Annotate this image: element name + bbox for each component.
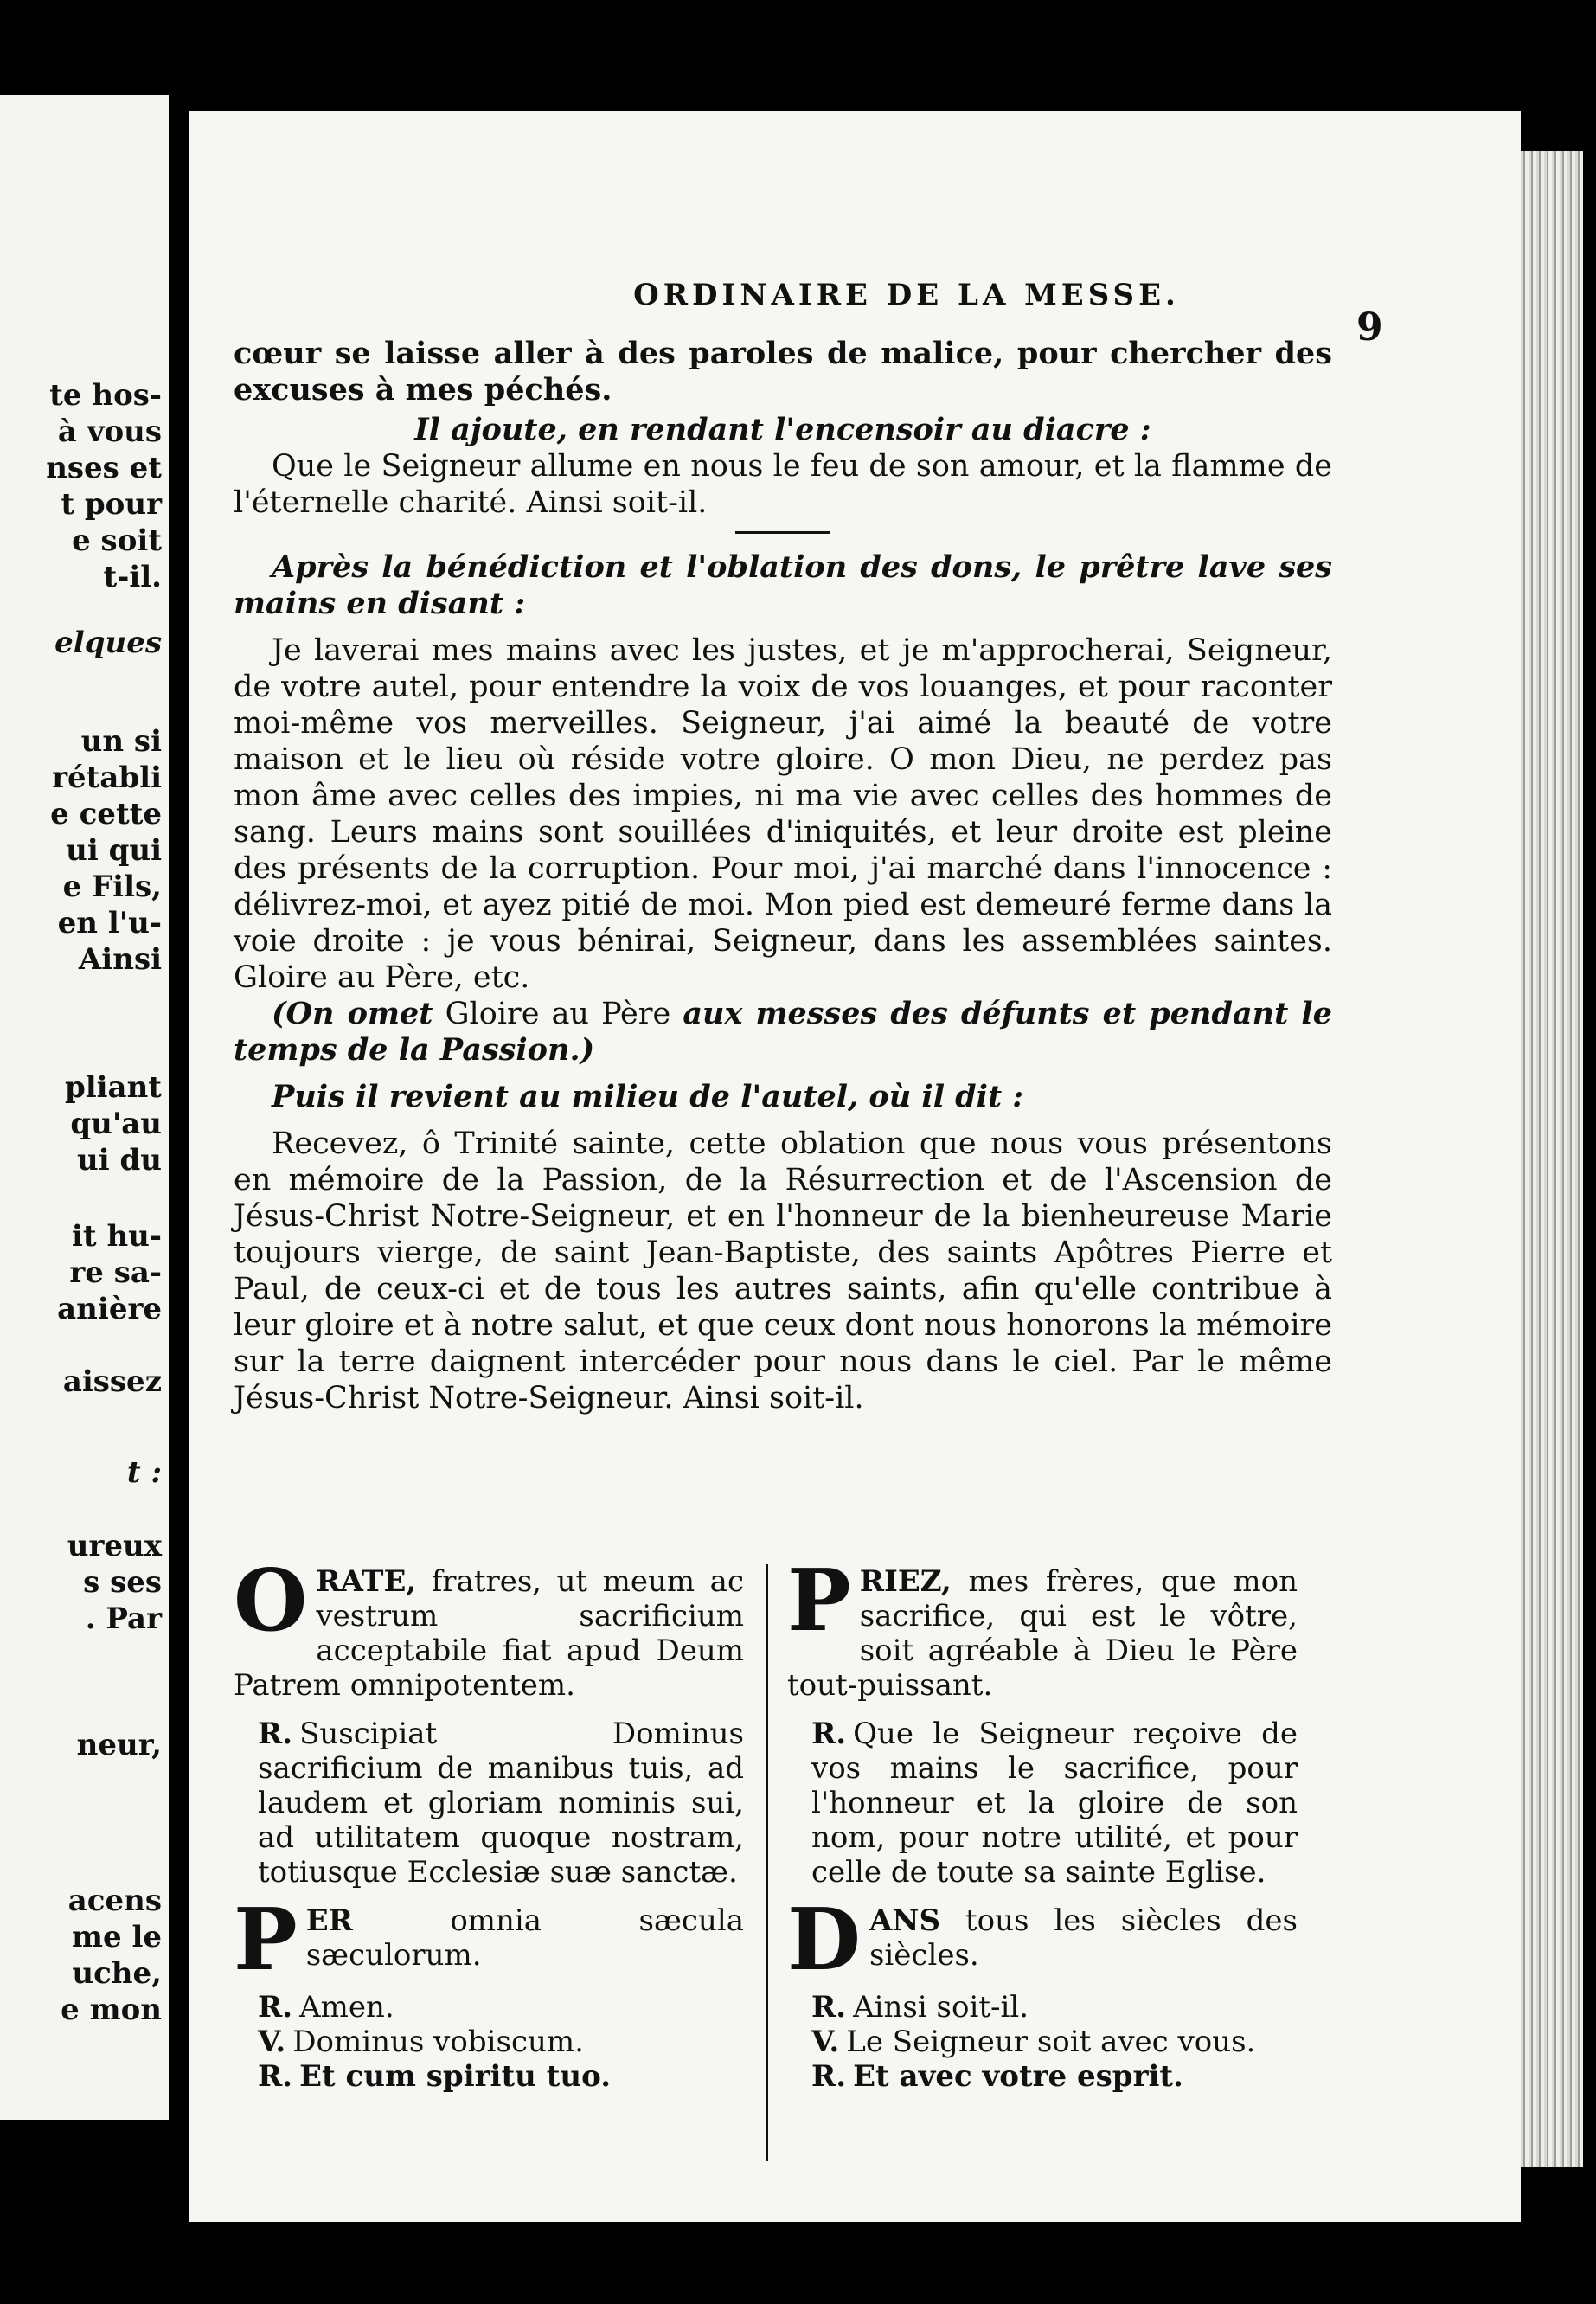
rubric: Il ajoute, en rendant l'encensoir au diacre : — [414, 412, 1151, 447]
separator-rule — [735, 531, 830, 534]
rubric: Après la bénédiction et l'oblation des dons, le prêtre lave ses mains en disant : — [234, 549, 1332, 621]
rubric-note — [234, 996, 1332, 1069]
left-line: e mon — [61, 1993, 162, 2027]
left-line: à vous — [57, 414, 162, 449]
two-column-section — [234, 1551, 1332, 2187]
left-line: e cette — [50, 797, 162, 831]
latin-response — [234, 2059, 744, 2094]
french-priez — [787, 1551, 1298, 1703]
paragraph: Je laverai mes mains avec les justes, et je m'approcherai, Seigneur, de votre autel, pour entendre la voix de vos louanges, et pour raconter moi-même vos merveilles. Seigneur, j'ai aimé la beauté de votre maison et le lieu où réside votre gloire. O mon Dieu, ne perdez pas mon âme avec celles des impies, ni ma vie avec celles des hommes de sang. Leurs mains sont souillées d'iniquités, et leur droite est pleine des présents de la corruption. Pour moi, j'ai marché dans l'innocence : délivrez-moi, et ayez pitié de moi. Mon pied est demeuré ferme dans la voie droite : je vous bénirai, Seigneur, dans les assemblées saintes. Gloire au Père, etc. — [234, 633, 1332, 995]
left-line: rétabli — [52, 761, 162, 795]
latin-response — [234, 1717, 744, 1890]
page-edge-stack — [1521, 151, 1583, 2167]
response-symbol: R. — [811, 1990, 847, 2025]
left-line: re sa- — [69, 1255, 162, 1290]
paragraph: cœur se laisse aller à des paroles de malice, pour chercher des excuses à mes péchés. — [234, 336, 1332, 408]
drop-cap: P — [787, 1551, 851, 1651]
french-dans-tous — [787, 1890, 1298, 1990]
verse-text: fratres, ut meum ac vestrum sacrificium acceptabile fiat apud Deum Patrem omnipotentem. — [234, 1564, 744, 1703]
verse-text: Le Seigneur soit avec vous. — [846, 2025, 1256, 2059]
verse-text: Amen. — [299, 1990, 394, 2025]
drop-cap: D — [787, 1890, 861, 1990]
small-caps: ER — [305, 1903, 353, 1938]
left-line: un si — [80, 724, 162, 759]
rubric: Puis il revient au milieu de l'autel, où il dit : — [272, 1079, 1024, 1114]
response-symbol: R. — [258, 1717, 293, 1751]
small-caps: RIEZ, — [859, 1564, 952, 1599]
left-line: neur, — [76, 1728, 162, 1762]
left-line: ui du — [77, 1143, 162, 1178]
paragraph: Recevez, ô Trinité sainte, cette oblation que nous vous présentons en mémoire de la Passion, de la Résurrection et de l'Ascension de Jésus-Christ Notre-Seigneur, et en l'honneur de la bienheureuse Marie toujours vierge, de saint Jean-Baptiste, des saints Apôtres Pierre et Paul, de ceux-ci et de tous les autres saints, afin qu'elle contribue à leur gloire et à notre salut, et que ceux dont nous honorons la mémoire sur la terre daignent intercéder pour nous dans le ciel. Par le même Jésus-Christ Notre-Seigneur. Ainsi soit-il. — [234, 1126, 1332, 1415]
verse-text: mes frères, que mon sacrifice, qui est le vôtre, soit agréable à Dieu le Père tout-puissant. — [787, 1564, 1298, 1703]
left-line: e Fils, — [62, 870, 162, 904]
left-line: ureux — [67, 1529, 162, 1563]
previous-page-fragment — [0, 95, 169, 2120]
versicle-symbol: V. — [811, 2025, 840, 2059]
left-line: te hos- — [49, 378, 162, 413]
small-caps: RATE, — [316, 1564, 417, 1599]
left-line: me le — [72, 1920, 162, 1954]
rubric-part: Gloire au Père — [445, 997, 671, 1031]
response-symbol: R. — [258, 1990, 293, 2025]
verse-text: Dominus vobiscum. — [292, 2025, 584, 2059]
verse-text: tous les siècles des siècles. — [869, 1903, 1298, 1973]
rubric-part: aux messes des défunts et pendant le temps de la Passion.) — [234, 996, 1332, 1068]
verse-text: Suscipiat Dominus sacrificium de manibus tuis, ad laudem et gloriam nominis sui, ad utilitatem quoque nostram, totiusque Ecclesiæ suæ sanctæ. — [258, 1717, 744, 1890]
french-response — [787, 1990, 1298, 2025]
response-symbol: R. — [258, 2059, 293, 2094]
left-line: t-il. — [103, 560, 162, 594]
french-versicle — [787, 2025, 1298, 2059]
left-line: qu'au — [70, 1107, 162, 1141]
french-response — [787, 1717, 1298, 1890]
left-line: it hu- — [71, 1219, 162, 1254]
left-line: t : — [126, 1455, 162, 1490]
left-line: acens — [67, 1884, 162, 1918]
left-line: uche, — [72, 1956, 162, 1991]
small-caps: ANS — [869, 1903, 940, 1938]
latin-column — [234, 1551, 744, 2094]
latin-response — [234, 1990, 744, 2025]
running-title: ORDINAIRE DE LA MESSE. — [633, 278, 1180, 312]
latin-versicle — [234, 2025, 744, 2059]
main-text — [234, 336, 1332, 1416]
verse-text: Que le Seigneur reçoive de vos mains le sacrifice, pour l'honneur et la gloire de son nom, pour notre utilité, et pour celle de toute sa sainte Eglise. — [811, 1717, 1298, 1890]
drop-cap: O — [234, 1551, 308, 1651]
drop-cap: P — [234, 1890, 298, 1990]
rubric-part: (On omet — [272, 996, 433, 1031]
left-line: s ses — [83, 1565, 162, 1600]
left-line: anière — [57, 1292, 162, 1326]
left-line: Ainsi — [78, 942, 162, 977]
left-line: ui qui — [66, 833, 162, 868]
left-line: e soit — [72, 523, 162, 558]
left-line: t pour — [61, 487, 162, 522]
latin-per-omnia — [234, 1890, 744, 1990]
response-symbol: R. — [811, 2059, 847, 2094]
paragraph: Que le Seigneur allume en nous le feu de son amour, et la flamme de l'éternelle charité. Ainsi soit-il. — [234, 449, 1332, 520]
french-response — [787, 2059, 1298, 2094]
latin-orate — [234, 1551, 744, 1703]
left-line: elques — [54, 626, 162, 660]
book-page — [189, 111, 1521, 2222]
verse-text: Et cum spiritu tuo. — [299, 2059, 612, 2094]
response-symbol: R. — [811, 1717, 847, 1751]
left-line: en l'u- — [57, 906, 162, 940]
page-number: 9 — [1356, 305, 1383, 350]
left-line: nses et — [46, 451, 162, 485]
versicle-symbol: V. — [258, 2025, 286, 2059]
french-column — [787, 1551, 1298, 2094]
left-line: . Par — [85, 1601, 162, 1636]
left-line: aissez — [62, 1364, 162, 1399]
verse-text: omnia sæcula sæculorum. — [305, 1903, 744, 1973]
verse-text: Et avec votre esprit. — [853, 2059, 1183, 2094]
verse-text: Ainsi soit-il. — [853, 1990, 1029, 2025]
left-line: pliant — [64, 1070, 162, 1105]
column-divider — [766, 1564, 768, 2161]
